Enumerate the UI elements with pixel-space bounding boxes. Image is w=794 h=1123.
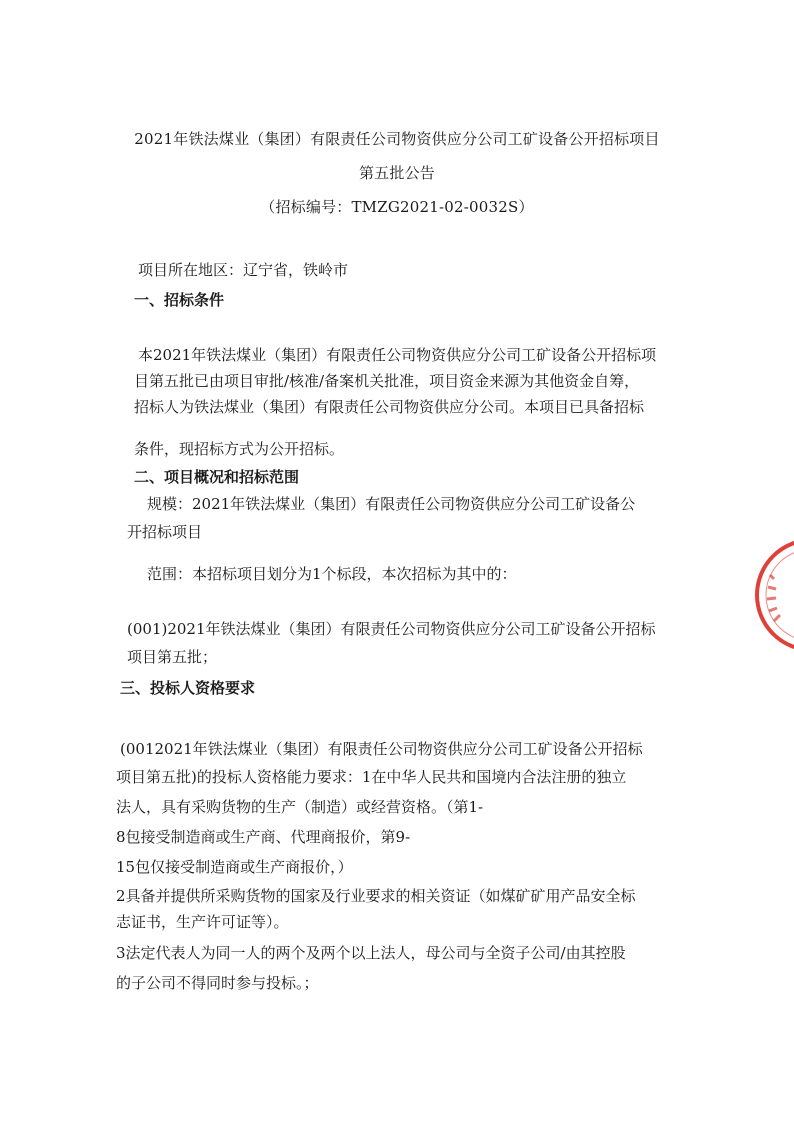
section-3-heading: 三、投标人资格要求	[120, 679, 256, 697]
title-line-1: 2021年铁法煤业（集团）有限责任公司物资供应分公司工矿设备公开招标项目	[134, 130, 660, 148]
section-1-line: 目第五批已由项目审批/核准/备案机关批准，项目资金来源为其他资金自筹，	[134, 372, 640, 390]
seal-marks	[767, 575, 780, 621]
tender-number: （招标编号：TMZG2021-02-0032S）	[260, 198, 534, 216]
section-3-line: 3法定代表人为同一人的两个及两个以上法人，母公司与全资子公司/由其控股	[116, 944, 626, 962]
official-seal-stamp	[752, 535, 794, 655]
section-3-line: 项目第五批)的投标人资格能力要求：1在中华人民共和国境内合法注册的独立	[116, 768, 627, 786]
document-title	[0, 122, 794, 224]
section-3-line: 法人，具有采购货物的生产（制造）或经营资格。（第1-	[116, 798, 484, 816]
scale-line: 开招标项目	[127, 523, 203, 541]
lot-line: (001)2021年铁法煤业（集团）有限责任公司物资供应分公司工矿设备公开招标	[127, 620, 656, 638]
section-1-line: 招标人为铁法煤业（集团）有限责任公司物资供应分公司。本项目已具备招标	[134, 398, 645, 416]
section-3-line: 的子公司不得同时参与投标。；	[116, 974, 319, 992]
scale-line: 规模：2021年铁法煤业（集团）有限责任公司物资供应分公司工矿设备公	[147, 495, 636, 513]
seal-inner-ring	[766, 549, 794, 641]
seal-ring	[757, 540, 794, 650]
section-1-line: 条件，现招标方式为公开招标。	[134, 440, 345, 458]
section-3-line: 15包仅接受制造商或生产商报价，）	[116, 858, 353, 876]
section-3-line: 8包接受制造商或生产商、代理商报价，第9-	[116, 828, 411, 846]
title-line-2: 第五批公告	[358, 164, 435, 182]
section-3-line: (0012021年铁法煤业（集团）有限责任公司物资供应分公司工矿设备公开招标	[120, 740, 643, 758]
section-1-heading: 一、招标条件	[134, 291, 225, 309]
section-1-line: 本2021年铁法煤业（集团）有限责任公司物资供应分公司工矿设备公开招标项	[138, 346, 657, 364]
section-2-heading: 二、项目概况和招标范围	[134, 468, 300, 486]
project-region: 项目所在地区：辽宁省，铁岭市	[138, 261, 349, 279]
lot-line: 项目第五批；	[127, 648, 218, 666]
scope-line: 范围：本招标项目划分为1个标段，本次招标为其中的：	[147, 565, 517, 583]
section-3-line: 2具备并提供所采购货物的国家及行业要求的相关资证（如煤矿矿用产品安全标	[116, 887, 636, 905]
section-3-line: 志证书，生产许可证等）。	[116, 913, 289, 931]
